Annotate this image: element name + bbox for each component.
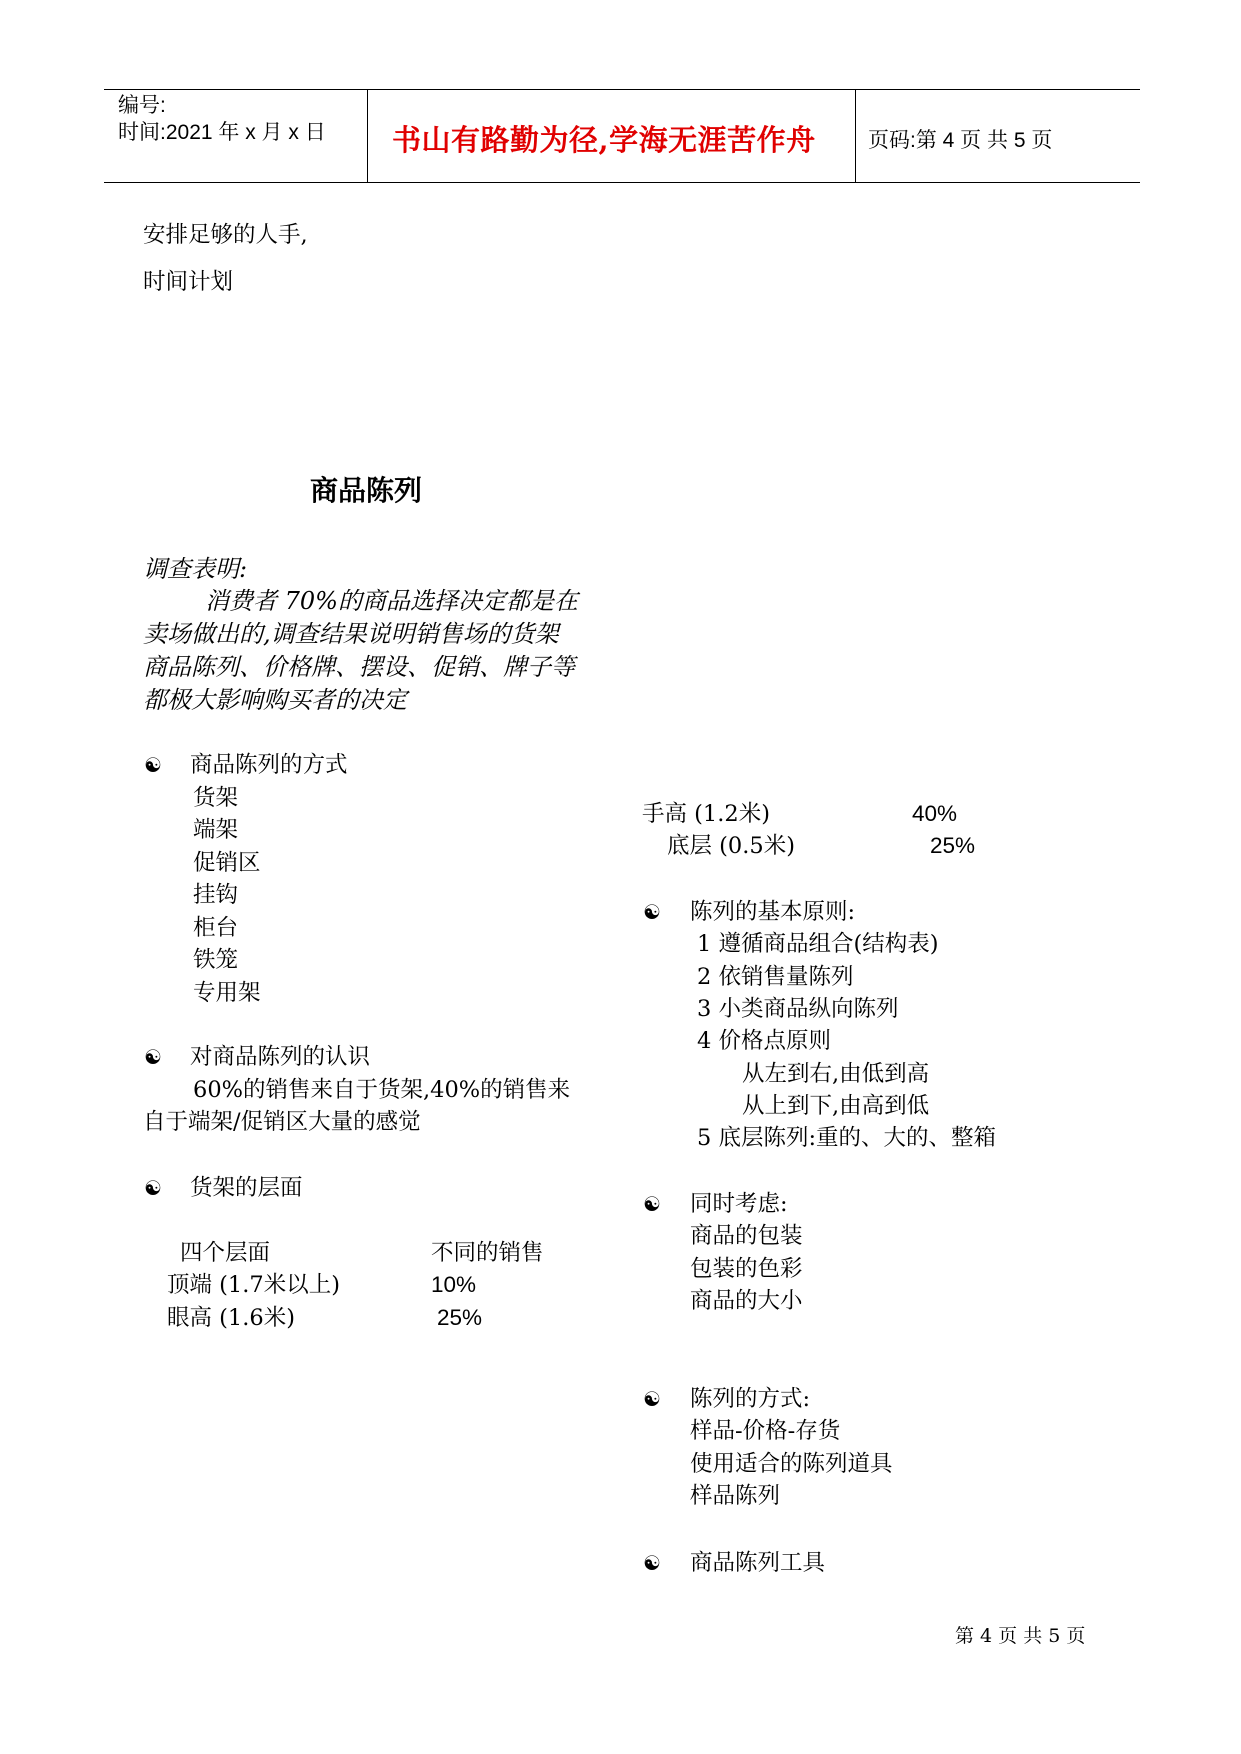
intro-line-1: 安排足够的人手, [143, 222, 308, 248]
levels-heading: 货架的层面 [190, 1175, 303, 1201]
header-time-label: 时间:2021 年 x 月 x 日 [118, 121, 326, 144]
principles-heading: 陈列的基本原则: [690, 899, 856, 925]
consider-heading: 同时考虑: [690, 1191, 788, 1217]
method-item: 样品-价格-存货 [690, 1418, 841, 1444]
levels-row-name: 底层 (0.5米) [667, 833, 795, 859]
principle-item: 3 小类商品纵向陈列 [697, 996, 899, 1022]
method-item: 样品陈列 [690, 1483, 781, 1509]
recognition-line-1: 60%的销售来自于货架,40%的销售来 [193, 1077, 571, 1103]
header-top-border [104, 89, 1140, 90]
levels-row-value: 25% [437, 1305, 483, 1330]
ways-heading: 商品陈列的方式 [190, 752, 348, 778]
ways-item: 铁笼 [193, 947, 239, 973]
tools-heading: 商品陈列工具 [690, 1550, 826, 1576]
consider-item: 商品的包装 [690, 1223, 803, 1249]
levels-row-value: 40% [912, 801, 958, 826]
consider-item: 包装的色彩 [690, 1256, 803, 1282]
principle-item: 2 依销售量陈列 [697, 964, 854, 990]
page-title: 商品陈列 [310, 474, 423, 507]
bullet-icon: ☯ [144, 1176, 162, 1200]
header-page-label: 页码:第 4 页 共 5 页 [868, 129, 1053, 152]
header-number-label: 编号: [118, 94, 166, 117]
bullet-icon: ☯ [643, 1551, 661, 1575]
ways-item: 端架 [193, 817, 239, 843]
bullet-icon: ☯ [144, 1045, 162, 1069]
principle-subitem: 从左到右,由低到高 [742, 1061, 930, 1087]
ways-item: 货架 [193, 785, 239, 811]
levels-row-value: 25% [930, 833, 976, 858]
bullet-icon: ☯ [643, 1192, 661, 1216]
method-item: 使用适合的陈列道具 [690, 1451, 893, 1477]
recognition-heading: 对商品陈列的认识 [190, 1044, 371, 1070]
bullet-icon: ☯ [643, 900, 661, 924]
levels-row-name: 顶端 (1.7米以上) [167, 1272, 340, 1298]
header-bottom-border [104, 182, 1140, 183]
bullet-icon: ☯ [144, 753, 162, 777]
page-footer: 第 4 页 共 5 页 [955, 1625, 1086, 1647]
ways-item: 促销区 [193, 850, 261, 876]
survey-line-3: 商品陈列、价格牌、摆设、促销、牌子等 [143, 653, 575, 681]
principle-subitem: 从上到下,由高到低 [742, 1093, 930, 1119]
method-heading: 陈列的方式: [690, 1386, 811, 1412]
survey-heading: 调查表明: [143, 555, 248, 583]
recognition-line-2: 自于端架/促销区大量的感觉 [143, 1109, 421, 1135]
principle-item: 5 底层陈列:重的、大的、整箱 [697, 1125, 997, 1151]
header-divider-left [367, 90, 368, 183]
levels-col2-header: 不同的销售 [431, 1240, 544, 1266]
ways-item: 挂钩 [193, 882, 239, 908]
levels-row-name: 眼高 (1.6米) [167, 1305, 295, 1331]
survey-line-1: 消费者 70%的商品选择决定都是在 [205, 587, 578, 615]
consider-item: 商品的大小 [690, 1288, 803, 1314]
intro-line-2: 时间计划 [143, 269, 234, 295]
ways-item: 专用架 [193, 980, 261, 1006]
bullet-icon: ☯ [643, 1387, 661, 1411]
survey-line-4: 都极大影响购买者的决定 [143, 686, 407, 714]
principle-item: 1 遵循商品组合(结构表) [697, 931, 939, 957]
survey-line-2: 卖场做出的,调查结果说明销售场的货架 [143, 620, 559, 648]
principle-item: 4 价格点原则 [697, 1028, 831, 1054]
levels-row-name: 手高 (1.2米) [642, 801, 770, 827]
levels-row-value: 10% [431, 1272, 477, 1297]
ways-item: 柜台 [193, 915, 239, 941]
header-divider-right [855, 90, 856, 183]
header-motto: 书山有路勤为径,学海无涯苦作舟 [392, 123, 816, 157]
levels-col1-header: 四个层面 [180, 1240, 271, 1266]
